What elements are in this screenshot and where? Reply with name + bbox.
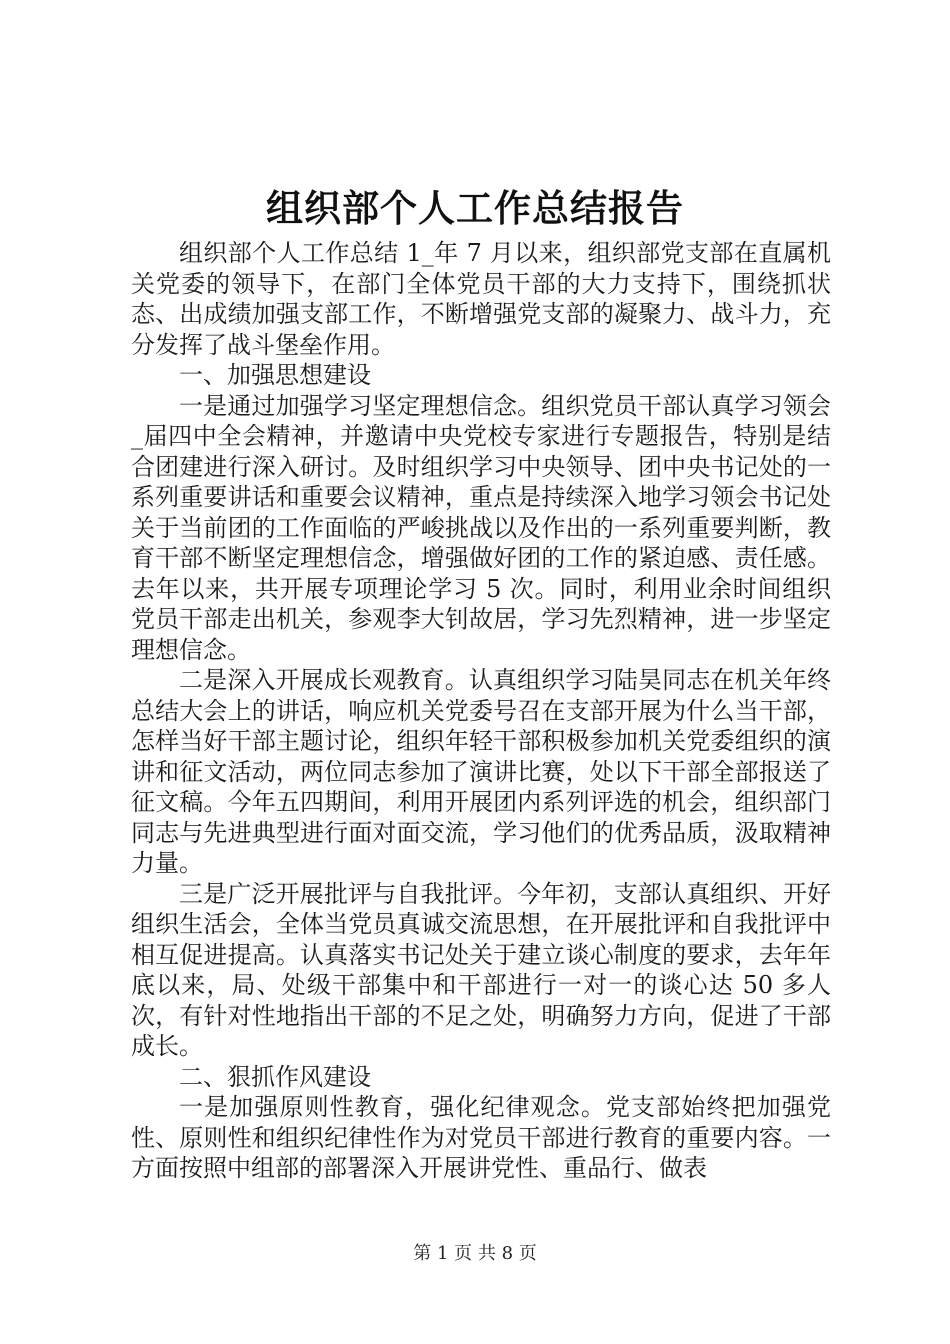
section-heading-1: 一、加强思想建设: [179, 361, 371, 389]
paragraph-intro: 组织部个人工作总结 1_年 7 月以来，组织部党支部在直属机关党委的领导下，在部门全体党员干部的大力支持下，围绕抓状态、出成绩加强支部工作，不断增强党支部的凝聚力、战斗力，充分发挥了战斗堡垒作用。: [131, 239, 831, 359]
section-heading-2: 二、狠抓作风建设: [179, 1062, 371, 1091]
document-body: [131, 238, 831, 1184]
paragraph-1-2: 二是深入开展成长观教育。认真组织学习陆昊同志在机关年终总结大会上的讲话，响应机关党委号召在支部开展为什么当干部，怎样当好干部主题讨论，组织年轻干部积极参加机关党委组织的演讲和征文活动，两位同志参加了演讲比赛，处以下干部全部报送了征文稿。今年五四期间，利用开展团内系列评选的机会，组织部门同志与先进典型进行面对面交流，学习他们的优秀品质，汲取精神力量。: [131, 666, 831, 877]
paragraph-1-3: 三是广泛开展批评与自我批评。今年初，支部认真组织、开好组织生活会，全体当党员真诚交流思想，在开展批评和自我批评中相互促进提高。认真落实书记处关于建立谈心制度的要求，去年年底以来，局、处级干部集中和干部进行一对一的谈心达 50 多人次，有针对性地指出干部的不足之处，明确努力方向，促进了干部成长。: [131, 879, 831, 1060]
paragraph-1-1: 一是通过加强学习坚定理想信念。组织党员干部认真学习领会_届四中全会精神，并邀请中央党校专家进行专题报告，特别是结合团建进行深入研讨。及时组织学习中央领导、团中央书记处的一系列重要讲话和重要会议精神，重点是持续深入地学习领会书记处关于当前团的工作面临的严峻挑战以及作出的一系列重要判断，教育干部不断坚定理想信念，增强做好团的工作的紧迫感、责任感。去年以来，共开展专项理论学习 5 次。同时，利用业余时间组织党员干部走出机关，参观李大钊故居，学习先烈精神，进一步坚定理想信念。: [131, 391, 831, 664]
document-title: 组织部个人工作总结报告: [266, 186, 684, 230]
page-footer: 第 1 页 共 8 页: [413, 1243, 537, 1264]
paragraph-2-1: 一是加强原则性教育，强化纪律观念。党支部始终把加强党性、原则性和组织纪律性作为对党员干部进行教育的重要内容。一方面按照中组部的部署深入开展讲党性、重品行、做表: [131, 1093, 831, 1182]
